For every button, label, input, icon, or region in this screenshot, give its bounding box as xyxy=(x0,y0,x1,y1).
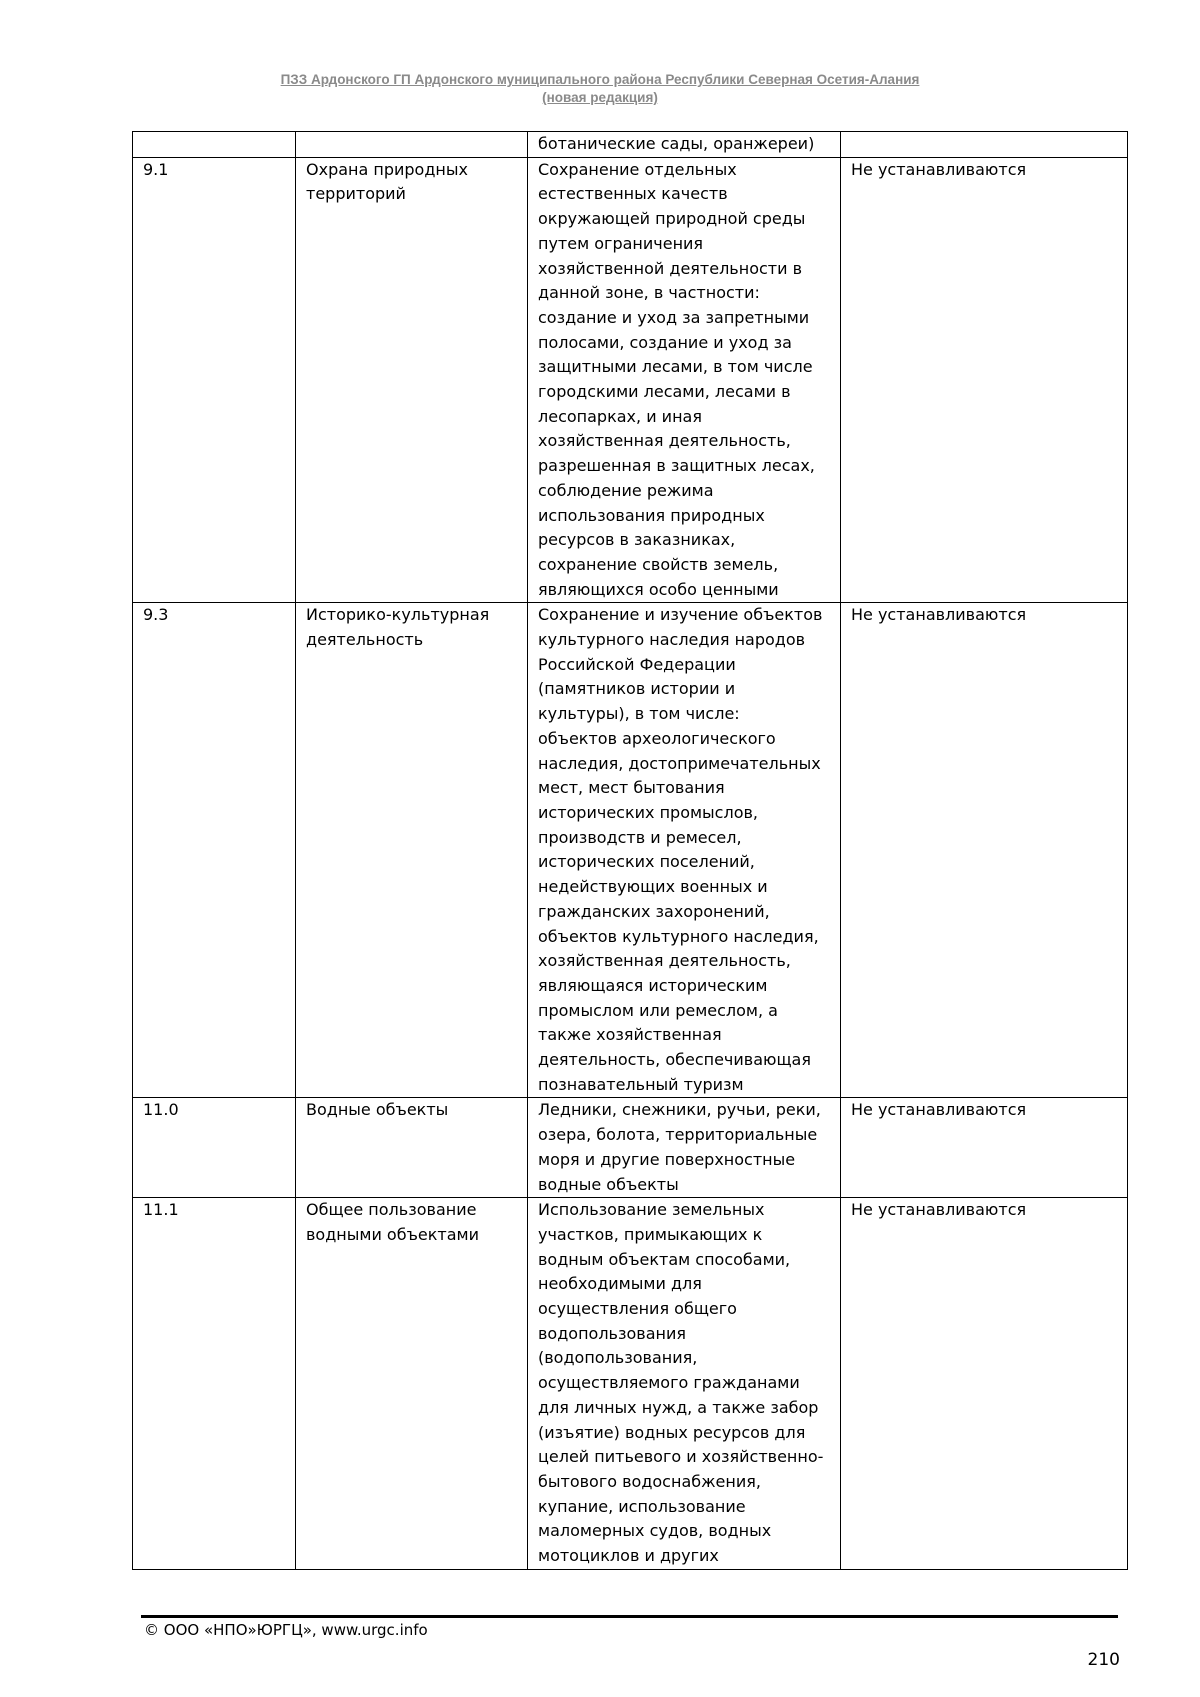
table-row xyxy=(133,1098,1128,1198)
name-cell xyxy=(296,132,528,158)
description-cell: Ледники, снежники, ручьи, реки, озера, болота, территориальные моря и другие поверхностные водные объекты xyxy=(528,1098,841,1198)
footer-copyright: © ООО «НПО»ЮРГЦ», www.urgc.info xyxy=(144,1621,428,1639)
description-cell: ботанические сады, оранжереи) xyxy=(528,132,841,158)
header-title: ПЗЗ Ардонского ГП Ардонского муниципального района Республики Северная Осетия-Алания xyxy=(280,72,920,87)
name-cell: Общее пользование водными объектами xyxy=(296,1198,528,1570)
land-use-table xyxy=(132,131,1128,1570)
footer-divider xyxy=(141,1615,1118,1618)
page-header xyxy=(0,71,1200,107)
code-cell: 11.0 xyxy=(133,1098,296,1198)
code-cell: 9.3 xyxy=(133,603,296,1098)
code-cell xyxy=(133,132,296,158)
page-number: 210 xyxy=(1087,1650,1120,1670)
header-subtitle: (новая редакция) xyxy=(542,90,658,105)
code-cell: 9.1 xyxy=(133,157,296,603)
table-row xyxy=(133,1198,1128,1570)
table-row xyxy=(133,603,1128,1098)
code-cell: 11.1 xyxy=(133,1198,296,1570)
params-cell: Не устанавливаются xyxy=(841,603,1128,1098)
params-cell: Не устанавливаются xyxy=(841,1098,1128,1198)
description-cell: Сохранение отдельных естественных качеств окружающей природной среды путем ограничения хозяйственной деятельности в данной зоне, в частности: создание и уход за запретными полосами, создание и уход за защитными лесами, в том числе городскими лесами, лесами в лесопарках, и иная хозяйственная деятельность, разрешенная в защитных лесах, соблюдение режима использования природных ресурсов в заказниках, сохранение свойств земель, являющихся особо ценными xyxy=(528,157,841,603)
table-row xyxy=(133,132,1128,158)
params-cell xyxy=(841,132,1128,158)
description-cell: Сохранение и изучение объектов культурного наследия народов Российской Федерации (памятников истории и культуры), в том числе: объектов археологического наследия, достопримечательных мест, мест бытования исторических промыслов, производств и ремесел, исторических поселений, недействующих военных и гражданских захоронений, объектов культурного наследия, хозяйственная деятельность, являющаяся историческим промыслом или ремеслом, а также хозяйственная деятельность, обеспечивающая познавательный туризм xyxy=(528,603,841,1098)
table-row xyxy=(133,157,1128,603)
params-cell: Не устанавливаются xyxy=(841,157,1128,603)
name-cell: Охрана природных территорий xyxy=(296,157,528,603)
description-cell: Использование земельных участков, примыкающих к водным объектам способами, необходимыми для осуществления общего водопользования (водопользования, осуществляемого гражданами для личных нужд, а также забор (изъятие) водных ресурсов для целей питьевого и хозяйственно- бытового водоснабжения, купание, использование маломерных судов, водных мотоциклов и других xyxy=(528,1198,841,1570)
name-cell: Водные объекты xyxy=(296,1098,528,1198)
name-cell: Историко-культурная деятельность xyxy=(296,603,528,1098)
params-cell: Не устанавливаются xyxy=(841,1198,1128,1570)
